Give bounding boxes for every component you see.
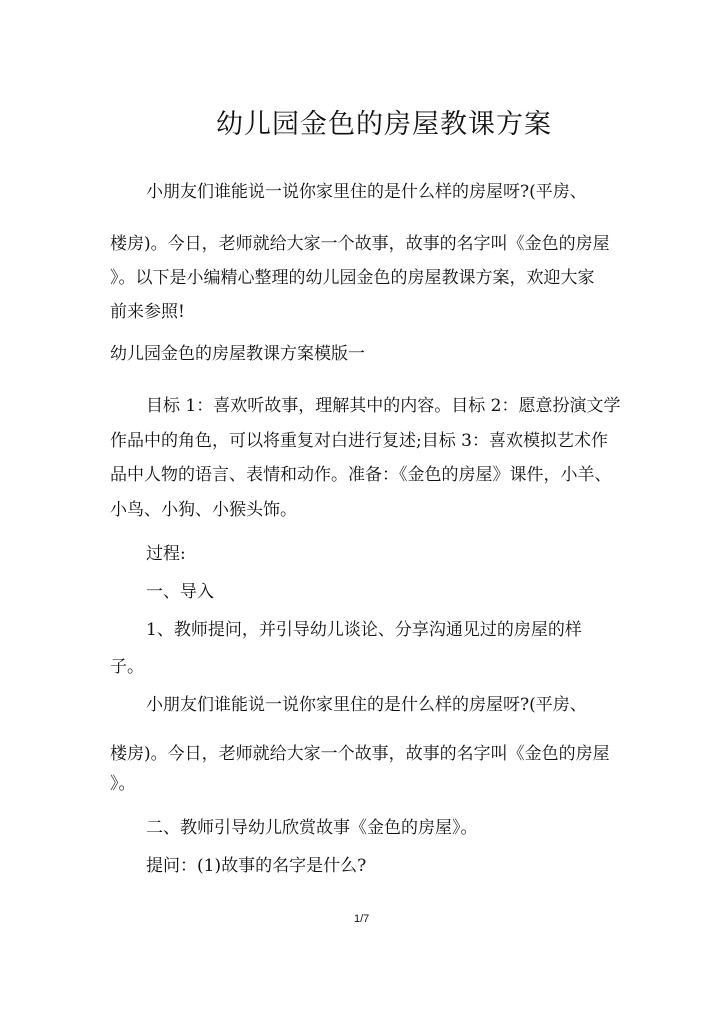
paragraph-line: 小鸟、小狗、小猴头饰。 <box>110 500 297 520</box>
paragraph-line: 楼房)。今日，老师就给大家一个故事，故事的名字叫《金色的房屋 <box>110 744 610 764</box>
page-title: 幼儿园金色的房屋教课方案 <box>216 109 552 140</box>
paragraph-line: 作品中的角色，可以将重复对白进行复述;目标 3：喜欢模拟艺术作 <box>110 431 608 451</box>
paragraph-line: 楼房)。今日，老师就给大家一个故事，故事的名字叫《金色的房屋 <box>110 234 610 254</box>
paragraph-line: 》。 <box>110 774 136 794</box>
paragraph-line: 二、教师引导幼儿欣赏故事《金色的房屋》。 <box>146 818 478 838</box>
paragraph-line: 小朋友们谁能说一说你家里住的是什么样的房屋呀?(平房、 <box>146 182 587 202</box>
paragraph-line: 前来参照! <box>110 302 185 322</box>
paragraph-line: 提问：(1)故事的名字是什么? <box>146 856 367 876</box>
paragraph-line: 目标 1：喜欢听故事，理解其中的内容。目标 2：愿意扮演文学 <box>146 396 621 416</box>
page-number: 1/7 <box>354 913 370 925</box>
section-heading: 幼儿园金色的房屋教课方案模版一 <box>110 344 365 364</box>
paragraph-line: 过程: <box>146 544 186 564</box>
paragraph-line: 小朋友们谁能说一说你家里住的是什么样的房屋呀?(平房、 <box>146 695 587 715</box>
paragraph-line: 》。以下是小编精心整理的幼儿园金色的房屋教课方案，欢迎大家 <box>110 268 595 288</box>
paragraph-line: 子。 <box>110 657 144 677</box>
paragraph-line: 品中人物的语言、表情和动作。准备：《金色的房屋》课件，小羊、 <box>110 465 612 485</box>
paragraph-line: 1、教师提问，并引导幼儿谈论、分享沟通见过的房屋的样 <box>146 620 582 640</box>
paragraph-line: 一、导入 <box>146 582 214 602</box>
